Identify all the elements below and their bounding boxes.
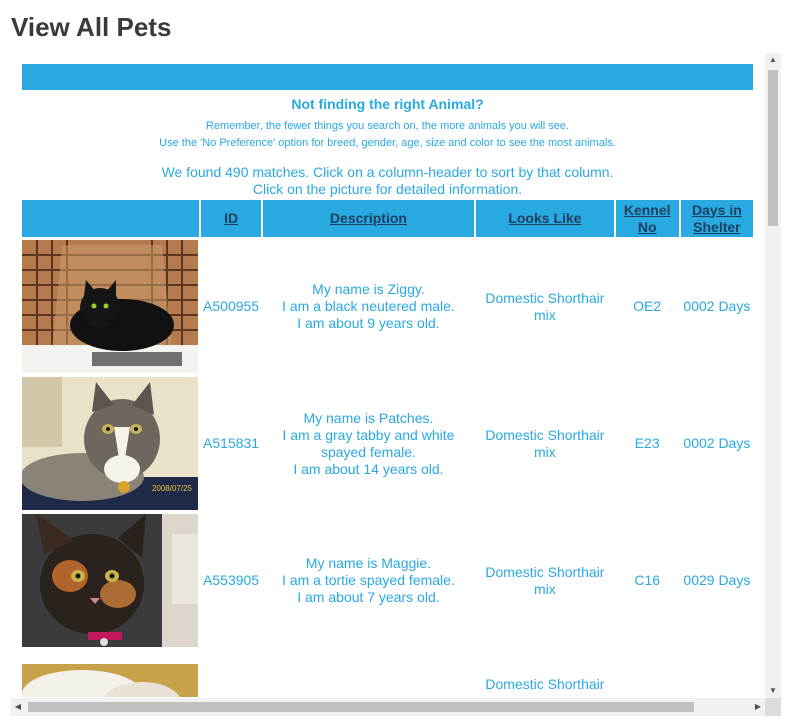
pet-description-cell — [263, 513, 475, 648]
notice-line-2: Use the 'No Preference' option for breed, gender, age, size and color to see the most animals. — [159, 137, 616, 149]
description-line: I am about 7 years old. — [297, 589, 440, 605]
kennel-header-line-1[interactable]: Kennel — [623, 201, 671, 218]
header-description[interactable] — [263, 200, 475, 237]
pet-kennel-cell: OE2 — [633, 298, 662, 314]
table-row — [22, 376, 753, 511]
results-summary-line-1: We found 490 matches. Click on a column-header to sort by that column. — [161, 164, 614, 180]
breed-line: mix — [534, 306, 556, 323]
pet-photo[interactable] — [22, 240, 198, 373]
breed-line: mix — [534, 443, 556, 460]
scroll-left-arrow-icon[interactable]: ◀ — [14, 702, 22, 711]
description-line: I am about 9 years old. — [297, 315, 440, 331]
results-frame — [11, 53, 781, 716]
breed-line: Domestic Shorthair — [485, 289, 605, 306]
pet-id-cell — [201, 650, 260, 697]
pet-description-cell — [263, 376, 475, 511]
pet-photo-cell[interactable] — [22, 650, 199, 697]
breed-line: Domestic Shorthair — [485, 563, 605, 580]
table-row — [22, 513, 753, 648]
pet-days-cell: 0002 Days — [683, 435, 751, 451]
pet-days-cell — [681, 650, 753, 697]
pet-looks-like-cell — [476, 513, 613, 648]
description-line: I am about 14 years old. — [293, 460, 444, 477]
pet-id-cell: A553905 — [203, 572, 260, 588]
pet-kennel-cell — [616, 650, 679, 697]
pet-photo[interactable] — [22, 514, 198, 647]
description-line: spayed female. — [320, 443, 416, 460]
pet-id-cell: A515831 — [203, 435, 260, 451]
photo-date-stamp: 2008/07/25 — [151, 484, 192, 493]
description-line: I am a black neutered male. — [282, 298, 455, 314]
description-line: I am a tortie spayed female. — [282, 572, 455, 588]
breed-line: Domestic Shorthair — [485, 426, 605, 443]
days-header-line-1[interactable]: Days in — [691, 201, 742, 218]
scroll-down-arrow-icon[interactable]: ▼ — [769, 686, 777, 695]
pet-looks-like-cell — [476, 650, 613, 697]
pet-photo[interactable] — [22, 377, 198, 510]
vertical-scroll-thumb[interactable] — [768, 70, 778, 226]
pet-kennel-cell: C16 — [634, 572, 661, 588]
search-tip-notice — [22, 96, 753, 152]
breed-line: mix — [534, 580, 556, 597]
notice-line-1: Remember, the fewer things you search on, the more animals you will see. — [205, 120, 570, 132]
results-summary-line-2: Click on the picture for detailed information. — [252, 181, 523, 197]
results-viewport — [11, 53, 765, 697]
sort-by-looks-like-link[interactable]: Looks Like — [508, 210, 582, 226]
pet-photo-cell[interactable] — [22, 239, 199, 374]
description-line: My name is Patches. — [303, 409, 434, 426]
scrollbar-corner — [765, 698, 781, 716]
header-looks-like[interactable] — [476, 200, 613, 237]
scroll-up-arrow-icon[interactable]: ▲ — [769, 55, 777, 64]
days-header-line-2[interactable]: Shelter — [693, 218, 741, 235]
results-summary — [22, 164, 753, 198]
pets-table — [20, 198, 755, 697]
vertical-scrollbar[interactable] — [765, 53, 781, 698]
header-kennel-no[interactable] — [616, 200, 679, 237]
pet-days-cell: 0002 Days — [683, 298, 751, 314]
table-row — [22, 239, 753, 374]
sort-by-id-link[interactable]: ID — [224, 210, 239, 226]
pet-description-cell — [263, 239, 475, 374]
horizontal-scroll-thumb[interactable] — [28, 702, 694, 712]
pet-photo-cell[interactable] — [22, 513, 199, 648]
scroll-right-arrow-icon[interactable]: ▶ — [754, 702, 762, 711]
table-header-row — [22, 200, 753, 237]
pet-description-cell — [263, 650, 475, 697]
description-line: My name is Maggie. — [305, 555, 432, 571]
notice-title: Not finding the right Animal? — [291, 96, 484, 112]
description-line: My name is Ziggy. — [312, 281, 425, 297]
pet-id-cell: A500955 — [203, 298, 260, 314]
sort-by-days-link[interactable] — [692, 202, 742, 235]
breed-line: Domestic Shorthair — [485, 676, 605, 692]
pet-looks-like-cell — [476, 376, 613, 511]
pet-days-cell: 0029 Days — [683, 572, 751, 588]
table-row — [22, 650, 753, 697]
pet-photo[interactable] — [22, 664, 198, 697]
pet-looks-like-cell — [476, 239, 613, 374]
pet-photo-cell[interactable] — [22, 376, 199, 511]
sort-by-kennel-link[interactable] — [624, 202, 671, 235]
header-days-in-shelter[interactable] — [681, 200, 753, 237]
top-color-bar — [22, 64, 753, 90]
results-content — [22, 64, 753, 697]
horizontal-scrollbar[interactable] — [11, 698, 765, 716]
pet-kennel-cell: E23 — [634, 435, 660, 451]
header-id[interactable] — [201, 200, 260, 237]
header-photo — [22, 200, 199, 237]
sort-by-description-link[interactable]: Description — [329, 210, 407, 226]
page-title: View All Pets — [11, 12, 172, 42]
kennel-header-line-2[interactable]: No — [637, 218, 657, 235]
description-line: I am a gray tabby and white — [282, 426, 455, 443]
